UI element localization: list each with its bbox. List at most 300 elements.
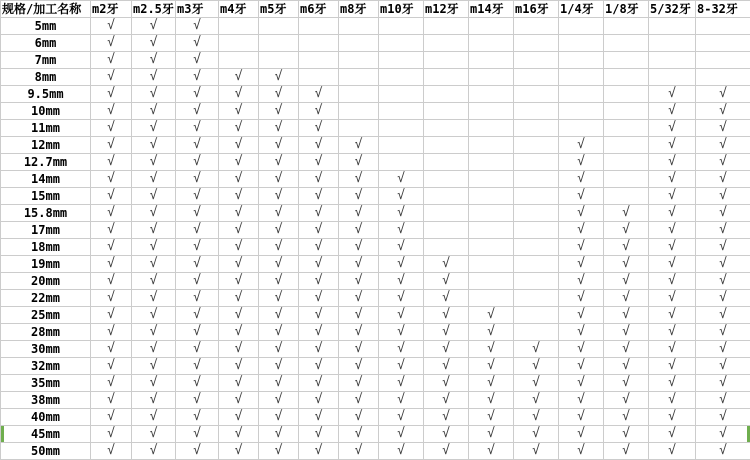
check-cell[interactable]: √ [559,256,604,273]
check-cell[interactable]: √ [91,205,132,222]
check-cell[interactable]: √ [696,154,750,171]
check-cell[interactable]: √ [299,324,339,341]
empty-cell[interactable] [379,154,424,171]
check-cell[interactable]: √ [91,426,132,443]
check-cell[interactable]: √ [219,171,259,188]
empty-cell[interactable] [604,120,649,137]
row-label-cell[interactable]: 14mm [1,171,91,188]
row-label-cell[interactable]: 50mm [1,443,91,460]
check-cell[interactable]: √ [299,103,339,120]
empty-cell[interactable] [514,188,559,205]
check-cell[interactable]: √ [559,307,604,324]
empty-cell[interactable] [469,120,514,137]
check-cell[interactable]: √ [649,341,696,358]
empty-cell[interactable] [469,273,514,290]
check-cell[interactable]: √ [176,290,219,307]
check-cell[interactable]: √ [424,256,469,273]
check-cell[interactable]: √ [649,443,696,460]
check-cell[interactable]: √ [339,205,379,222]
check-cell[interactable]: √ [424,358,469,375]
empty-cell[interactable] [514,137,559,154]
row-label-cell[interactable]: 9.5mm [1,86,91,103]
check-cell[interactable]: √ [379,426,424,443]
empty-cell[interactable] [299,69,339,86]
check-cell[interactable]: √ [132,86,176,103]
empty-cell[interactable] [559,52,604,69]
check-cell[interactable]: √ [91,324,132,341]
empty-cell[interactable] [469,256,514,273]
check-cell[interactable]: √ [514,409,559,426]
check-cell[interactable]: √ [696,307,750,324]
row-label-cell[interactable]: 40mm [1,409,91,426]
check-cell[interactable]: √ [469,307,514,324]
check-cell[interactable]: √ [259,239,299,256]
empty-cell[interactable] [424,69,469,86]
empty-cell[interactable] [559,86,604,103]
row-label-cell[interactable]: 30mm [1,341,91,358]
check-cell[interactable]: √ [176,358,219,375]
check-cell[interactable]: √ [219,69,259,86]
empty-cell[interactable] [424,171,469,188]
check-cell[interactable]: √ [299,256,339,273]
check-cell[interactable]: √ [259,392,299,409]
row-label-cell[interactable]: 18mm [1,239,91,256]
empty-cell[interactable] [469,290,514,307]
check-cell[interactable]: √ [469,443,514,460]
empty-cell[interactable] [604,69,649,86]
check-cell[interactable]: √ [696,392,750,409]
check-cell[interactable]: √ [696,290,750,307]
check-cell[interactable]: √ [559,375,604,392]
check-cell[interactable]: √ [649,120,696,137]
check-cell[interactable]: √ [176,18,219,35]
check-cell[interactable]: √ [259,307,299,324]
check-cell[interactable]: √ [299,375,339,392]
check-cell[interactable]: √ [649,205,696,222]
check-cell[interactable]: √ [604,341,649,358]
check-cell[interactable]: √ [604,358,649,375]
check-cell[interactable]: √ [469,375,514,392]
check-cell[interactable]: √ [559,443,604,460]
empty-cell[interactable] [514,52,559,69]
row-label-cell[interactable]: 15mm [1,188,91,205]
check-cell[interactable]: √ [339,409,379,426]
check-cell[interactable]: √ [339,358,379,375]
check-cell[interactable]: √ [132,426,176,443]
check-cell[interactable]: √ [176,188,219,205]
check-cell[interactable]: √ [604,409,649,426]
check-cell[interactable]: √ [176,409,219,426]
check-cell[interactable]: √ [559,290,604,307]
check-cell[interactable]: √ [176,52,219,69]
check-cell[interactable]: √ [299,239,339,256]
empty-cell[interactable] [379,52,424,69]
check-cell[interactable]: √ [91,120,132,137]
check-cell[interactable]: √ [299,358,339,375]
check-cell[interactable]: √ [299,273,339,290]
column-header-cell[interactable]: m8牙 [339,1,379,18]
empty-cell[interactable] [339,120,379,137]
row-label-cell[interactable]: 12mm [1,137,91,154]
check-cell[interactable]: √ [604,426,649,443]
check-cell[interactable]: √ [132,188,176,205]
check-cell[interactable]: √ [696,375,750,392]
column-header-cell[interactable]: m10牙 [379,1,424,18]
check-cell[interactable]: √ [132,120,176,137]
check-cell[interactable]: √ [696,256,750,273]
check-cell[interactable]: √ [176,256,219,273]
check-cell[interactable]: √ [132,324,176,341]
check-cell[interactable]: √ [132,35,176,52]
check-cell[interactable]: √ [559,239,604,256]
check-cell[interactable]: √ [259,205,299,222]
check-cell[interactable]: √ [604,239,649,256]
empty-cell[interactable] [219,35,259,52]
check-cell[interactable]: √ [514,392,559,409]
check-cell[interactable]: √ [132,239,176,256]
empty-cell[interactable] [379,69,424,86]
check-cell[interactable]: √ [299,341,339,358]
check-cell[interactable]: √ [514,341,559,358]
check-cell[interactable]: √ [649,154,696,171]
check-cell[interactable]: √ [514,375,559,392]
empty-cell[interactable] [469,86,514,103]
check-cell[interactable]: √ [696,273,750,290]
check-cell[interactable]: √ [379,375,424,392]
check-cell[interactable]: √ [339,443,379,460]
empty-cell[interactable] [299,35,339,52]
check-cell[interactable]: √ [696,205,750,222]
check-cell[interactable]: √ [91,392,132,409]
check-cell[interactable]: √ [649,188,696,205]
empty-cell[interactable] [514,324,559,341]
empty-cell[interactable] [339,18,379,35]
empty-cell[interactable] [649,18,696,35]
check-cell[interactable]: √ [219,358,259,375]
check-cell[interactable]: √ [176,171,219,188]
check-cell[interactable]: √ [424,307,469,324]
check-cell[interactable]: √ [649,137,696,154]
empty-cell[interactable] [379,18,424,35]
check-cell[interactable]: √ [604,324,649,341]
check-cell[interactable]: √ [339,426,379,443]
empty-cell[interactable] [424,154,469,171]
empty-cell[interactable] [649,69,696,86]
check-cell[interactable]: √ [604,205,649,222]
empty-cell[interactable] [604,154,649,171]
check-cell[interactable]: √ [379,256,424,273]
check-cell[interactable]: √ [91,52,132,69]
check-cell[interactable]: √ [132,69,176,86]
check-cell[interactable]: √ [559,222,604,239]
column-header-cell[interactable]: m2.5牙 [132,1,176,18]
check-cell[interactable]: √ [424,443,469,460]
row-label-cell[interactable]: 11mm [1,120,91,137]
check-cell[interactable]: √ [339,154,379,171]
check-cell[interactable]: √ [299,426,339,443]
check-cell[interactable]: √ [339,375,379,392]
check-cell[interactable]: √ [91,35,132,52]
check-cell[interactable]: √ [299,205,339,222]
check-cell[interactable]: √ [424,392,469,409]
check-cell[interactable]: √ [299,154,339,171]
row-label-cell[interactable]: 22mm [1,290,91,307]
empty-cell[interactable] [299,52,339,69]
check-cell[interactable]: √ [299,188,339,205]
empty-cell[interactable] [339,103,379,120]
check-cell[interactable]: √ [379,205,424,222]
row-label-cell[interactable]: 12.7mm [1,154,91,171]
check-cell[interactable]: √ [91,171,132,188]
check-cell[interactable]: √ [339,392,379,409]
empty-cell[interactable] [604,188,649,205]
check-cell[interactable]: √ [649,171,696,188]
column-header-cell[interactable]: m3牙 [176,1,219,18]
row-label-cell[interactable]: 28mm [1,324,91,341]
check-cell[interactable]: √ [219,188,259,205]
check-cell[interactable]: √ [604,443,649,460]
empty-cell[interactable] [339,69,379,86]
check-cell[interactable]: √ [339,307,379,324]
row-label-cell[interactable]: 17mm [1,222,91,239]
empty-cell[interactable] [514,239,559,256]
check-cell[interactable]: √ [559,154,604,171]
check-cell[interactable]: √ [91,188,132,205]
empty-cell[interactable] [424,120,469,137]
check-cell[interactable]: √ [219,154,259,171]
check-cell[interactable]: √ [696,171,750,188]
check-cell[interactable]: √ [259,290,299,307]
empty-cell[interactable] [604,18,649,35]
check-cell[interactable]: √ [379,239,424,256]
check-cell[interactable]: √ [424,375,469,392]
check-cell[interactable]: √ [299,307,339,324]
check-cell[interactable]: √ [91,409,132,426]
check-cell[interactable]: √ [259,426,299,443]
check-cell[interactable]: √ [559,137,604,154]
check-cell[interactable]: √ [219,443,259,460]
check-cell[interactable]: √ [696,443,750,460]
empty-cell[interactable] [514,171,559,188]
check-cell[interactable]: √ [132,392,176,409]
check-cell[interactable]: √ [379,392,424,409]
check-cell[interactable]: √ [339,324,379,341]
check-cell[interactable]: √ [379,307,424,324]
row-label-cell[interactable]: 19mm [1,256,91,273]
empty-cell[interactable] [514,103,559,120]
check-cell[interactable]: √ [339,341,379,358]
check-cell[interactable]: √ [132,18,176,35]
check-cell[interactable]: √ [176,103,219,120]
check-cell[interactable]: √ [219,341,259,358]
empty-cell[interactable] [424,188,469,205]
check-cell[interactable]: √ [514,426,559,443]
check-cell[interactable]: √ [696,137,750,154]
empty-cell[interactable] [559,103,604,120]
check-cell[interactable]: √ [91,69,132,86]
check-cell[interactable]: √ [299,222,339,239]
check-cell[interactable]: √ [604,256,649,273]
check-cell[interactable]: √ [696,188,750,205]
empty-cell[interactable] [469,188,514,205]
check-cell[interactable]: √ [132,358,176,375]
check-cell[interactable]: √ [604,290,649,307]
empty-cell[interactable] [514,307,559,324]
empty-cell[interactable] [469,69,514,86]
check-cell[interactable]: √ [176,341,219,358]
check-cell[interactable]: √ [132,375,176,392]
row-label-cell[interactable]: 8mm [1,69,91,86]
row-label-cell[interactable]: 38mm [1,392,91,409]
check-cell[interactable]: √ [299,120,339,137]
empty-cell[interactable] [514,273,559,290]
check-cell[interactable]: √ [696,358,750,375]
check-cell[interactable]: √ [469,358,514,375]
empty-cell[interactable] [559,35,604,52]
check-cell[interactable]: √ [649,409,696,426]
check-cell[interactable]: √ [469,409,514,426]
check-cell[interactable]: √ [696,324,750,341]
check-cell[interactable]: √ [379,409,424,426]
empty-cell[interactable] [514,290,559,307]
corner-header-cell[interactable]: 规格/加工名称 [1,1,91,18]
row-label-cell[interactable]: 7mm [1,52,91,69]
check-cell[interactable]: √ [132,307,176,324]
empty-cell[interactable] [559,69,604,86]
check-cell[interactable]: √ [469,426,514,443]
check-cell[interactable]: √ [132,409,176,426]
empty-cell[interactable] [259,35,299,52]
empty-cell[interactable] [379,86,424,103]
check-cell[interactable]: √ [91,256,132,273]
check-cell[interactable]: √ [132,171,176,188]
empty-cell[interactable] [649,35,696,52]
check-cell[interactable]: √ [649,222,696,239]
empty-cell[interactable] [469,35,514,52]
check-cell[interactable]: √ [424,341,469,358]
check-cell[interactable]: √ [91,154,132,171]
check-cell[interactable]: √ [559,188,604,205]
empty-cell[interactable] [514,205,559,222]
check-cell[interactable]: √ [559,171,604,188]
check-cell[interactable]: √ [91,358,132,375]
row-label-cell[interactable]: 6mm [1,35,91,52]
check-cell[interactable]: √ [299,171,339,188]
empty-cell[interactable] [339,86,379,103]
check-cell[interactable]: √ [219,426,259,443]
column-header-cell[interactable]: 1/8牙 [604,1,649,18]
check-cell[interactable]: √ [604,222,649,239]
empty-cell[interactable] [469,222,514,239]
empty-cell[interactable] [604,52,649,69]
check-cell[interactable]: √ [379,341,424,358]
check-cell[interactable]: √ [559,392,604,409]
column-header-cell[interactable]: 8-32牙 [696,1,750,18]
empty-cell[interactable] [424,103,469,120]
check-cell[interactable]: √ [132,103,176,120]
column-header-cell[interactable]: 5/32牙 [649,1,696,18]
check-cell[interactable]: √ [132,222,176,239]
check-cell[interactable]: √ [514,358,559,375]
check-cell[interactable]: √ [339,239,379,256]
check-cell[interactable]: √ [649,426,696,443]
column-header-cell[interactable]: m12牙 [424,1,469,18]
empty-cell[interactable] [514,120,559,137]
empty-cell[interactable] [559,18,604,35]
column-header-cell[interactable]: 1/4牙 [559,1,604,18]
empty-cell[interactable] [514,18,559,35]
row-label-cell[interactable]: 32mm [1,358,91,375]
check-cell[interactable]: √ [176,375,219,392]
check-cell[interactable]: √ [132,52,176,69]
check-cell[interactable]: √ [696,239,750,256]
empty-cell[interactable] [299,18,339,35]
check-cell[interactable]: √ [219,375,259,392]
check-cell[interactable]: √ [176,86,219,103]
check-cell[interactable]: √ [649,86,696,103]
check-cell[interactable]: √ [649,358,696,375]
check-cell[interactable]: √ [259,86,299,103]
empty-cell[interactable] [424,86,469,103]
check-cell[interactable]: √ [176,239,219,256]
check-cell[interactable]: √ [259,120,299,137]
column-header-cell[interactable]: m4牙 [219,1,259,18]
check-cell[interactable]: √ [132,205,176,222]
column-header-cell[interactable]: m6牙 [299,1,339,18]
empty-cell[interactable] [379,137,424,154]
row-label-cell[interactable]: 25mm [1,307,91,324]
check-cell[interactable]: √ [469,341,514,358]
column-header-cell[interactable]: m16牙 [514,1,559,18]
check-cell[interactable]: √ [259,273,299,290]
check-cell[interactable]: √ [559,426,604,443]
check-cell[interactable]: √ [219,392,259,409]
check-cell[interactable]: √ [219,324,259,341]
check-cell[interactable]: √ [219,307,259,324]
check-cell[interactable]: √ [91,273,132,290]
check-cell[interactable]: √ [649,375,696,392]
check-cell[interactable]: √ [424,273,469,290]
check-cell[interactable]: √ [649,392,696,409]
check-cell[interactable]: √ [132,154,176,171]
check-cell[interactable]: √ [559,273,604,290]
empty-cell[interactable] [514,86,559,103]
empty-cell[interactable] [604,35,649,52]
check-cell[interactable]: √ [176,273,219,290]
check-cell[interactable]: √ [259,69,299,86]
check-cell[interactable]: √ [379,222,424,239]
check-cell[interactable]: √ [91,443,132,460]
check-cell[interactable]: √ [132,341,176,358]
check-cell[interactable]: √ [604,375,649,392]
check-cell[interactable]: √ [559,205,604,222]
check-cell[interactable]: √ [219,239,259,256]
check-cell[interactable]: √ [132,290,176,307]
empty-cell[interactable] [514,69,559,86]
check-cell[interactable]: √ [91,222,132,239]
check-cell[interactable]: √ [424,290,469,307]
check-cell[interactable]: √ [339,256,379,273]
check-cell[interactable]: √ [299,392,339,409]
check-cell[interactable]: √ [559,409,604,426]
check-cell[interactable]: √ [176,137,219,154]
check-cell[interactable]: √ [132,137,176,154]
check-cell[interactable]: √ [259,324,299,341]
check-cell[interactable]: √ [649,307,696,324]
check-cell[interactable]: √ [649,324,696,341]
check-cell[interactable]: √ [219,86,259,103]
check-cell[interactable]: √ [559,324,604,341]
